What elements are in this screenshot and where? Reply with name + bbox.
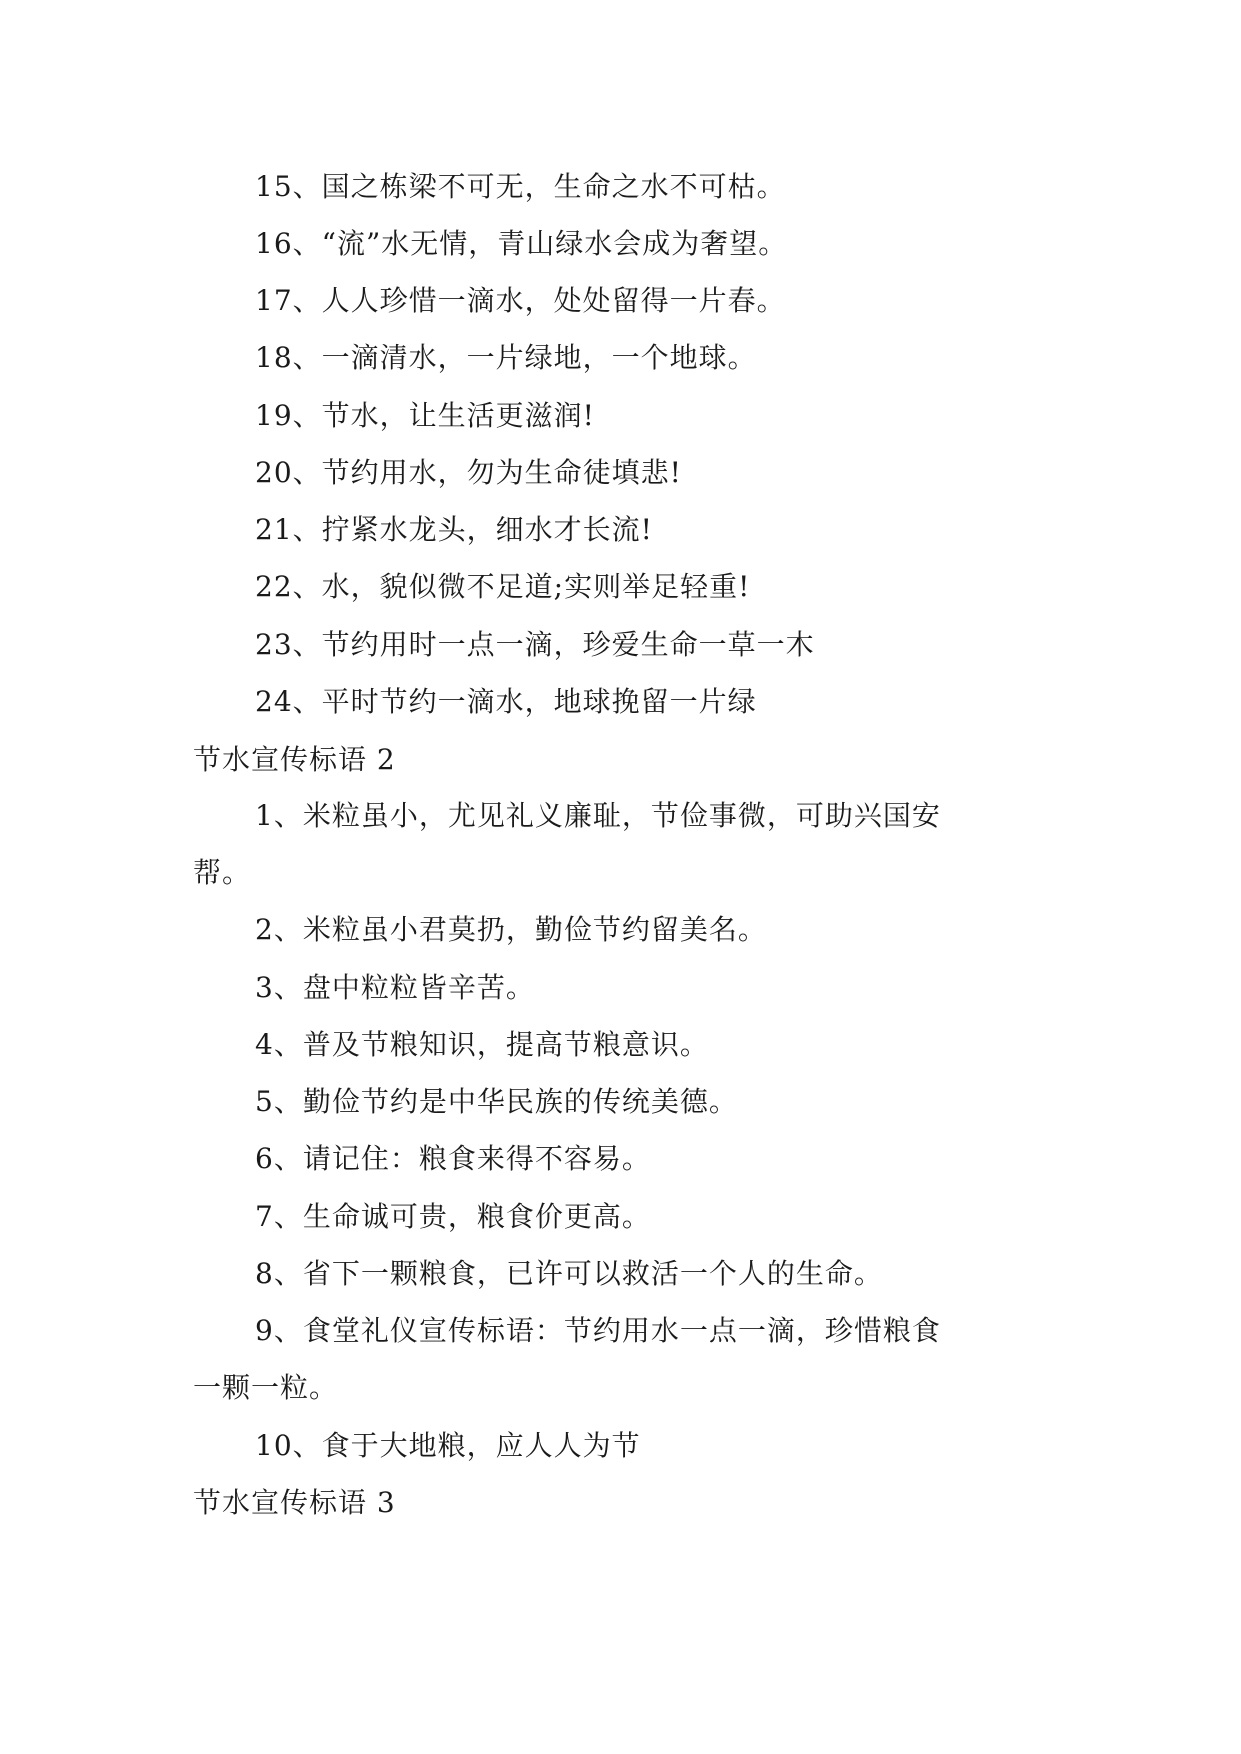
slogan-item-16: 16、“流”水无情，青山绿水会成为奢望。 — [255, 227, 788, 260]
section-heading-3: 节水宣传标语 3 — [193, 1486, 396, 1519]
slogan-item-9-line1: 9、食堂礼仪宣传标语：节约用水一点一滴，珍惜粮食 — [255, 1314, 941, 1347]
slogan-item-9-line2: 一颗一粒。 — [193, 1371, 339, 1404]
slogan-item-5: 5、勤俭节约是中华民族的传统美德。 — [255, 1085, 738, 1118]
slogan-item-15: 15、国之栋梁不可无，生命之水不可枯。 — [255, 170, 786, 203]
slogan-item-22: 22、水，貌似微不足道;实则举足轻重! — [255, 570, 751, 603]
slogan-item-18: 18、一滴清水，一片绿地，一个地球。 — [255, 341, 757, 374]
slogan-item-4: 4、普及节粮知识，提高节粮意识。 — [255, 1028, 709, 1061]
slogan-item-2: 2、米粒虽小君莫扔，勤俭节约留美名。 — [255, 913, 767, 946]
slogan-item-20: 20、节约用水，勿为生命徒填悲! — [255, 456, 682, 489]
slogan-item-23: 23、节约用时一点一滴，珍爱生命一草一木 — [255, 628, 815, 661]
slogan-item-19: 19、节水，让生活更滋润! — [255, 399, 595, 432]
section-heading-2: 节水宣传标语 2 — [193, 743, 396, 776]
slogan-item-7: 7、生命诚可贵，粮食价更高。 — [255, 1200, 651, 1233]
slogan-item-17: 17、人人珍惜一滴水，处处留得一片春。 — [255, 284, 786, 317]
slogan-item-6: 6、请记住：粮食来得不容易。 — [255, 1142, 651, 1175]
slogan-item-24: 24、平时节约一滴水，地球挽留一片绿 — [255, 685, 757, 718]
slogan-item-3: 3、盘中粒粒皆辛苦。 — [255, 971, 535, 1004]
slogan-item-8: 8、省下一颗粮食，已许可以救活一个人的生命。 — [255, 1257, 883, 1290]
slogan-item-1-line1: 1、米粒虽小，尤见礼义廉耻，节俭事微，可助兴国安 — [255, 799, 941, 832]
slogan-item-10: 10、食于大地粮，应人人为节 — [255, 1429, 641, 1462]
slogan-item-1-line2: 帮。 — [193, 856, 252, 889]
slogan-item-21: 21、拧紧水龙头，细水才长流! — [255, 513, 653, 546]
